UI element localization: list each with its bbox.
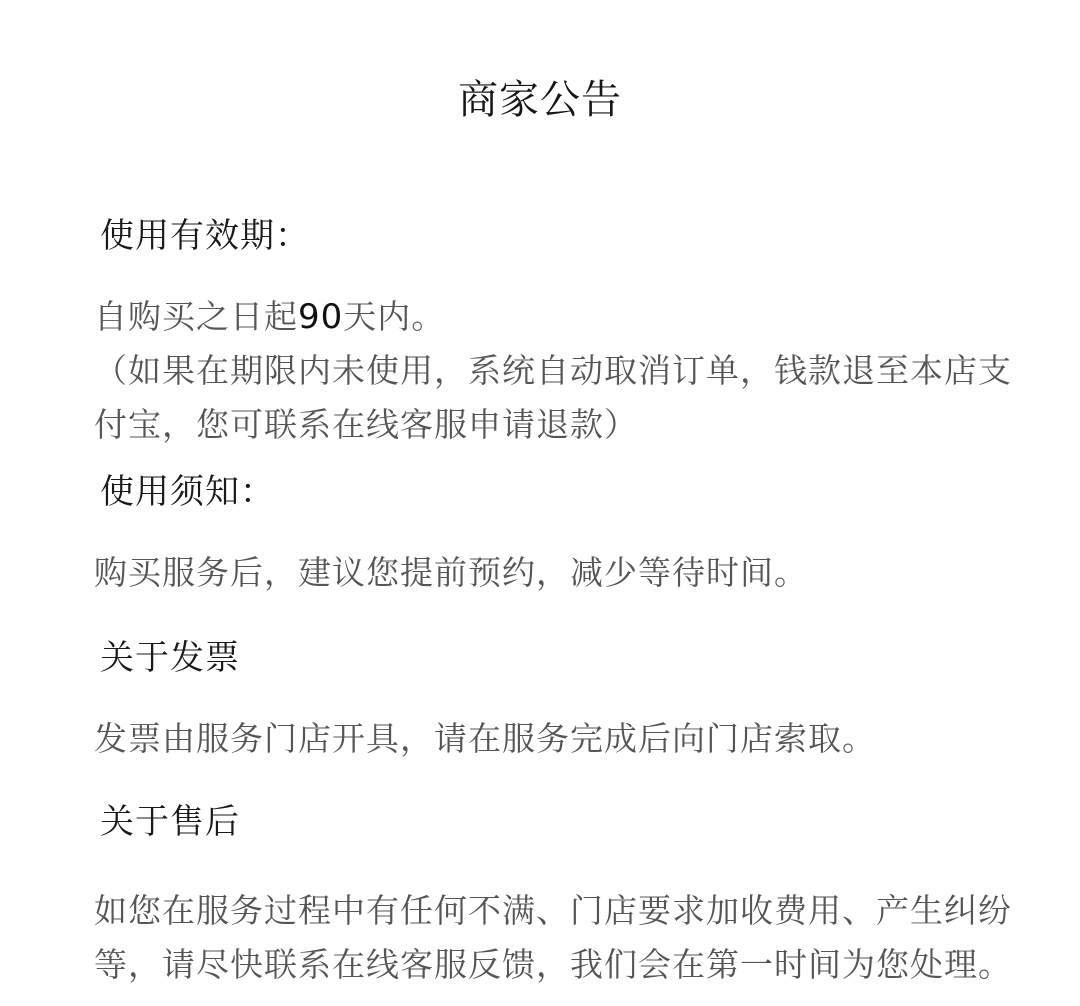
validity-line-1-prefix: 自购买之日起 — [94, 297, 298, 336]
page-title: 商家公告 — [458, 77, 622, 123]
validity-line-1 — [94, 290, 1054, 344]
section-body-invoice — [94, 712, 1054, 766]
section-aftersale — [94, 800, 1054, 992]
section-heading-validity: 使用有效期： — [100, 216, 310, 256]
validity-line-3: 付宝，您可联系在线客服申请退款） — [94, 405, 638, 444]
section-body-validity — [94, 290, 1054, 452]
validity-line-1-suffix: 天内。 — [343, 297, 446, 336]
section-heading-invoice: 关于发票 — [100, 638, 240, 678]
invoice-line-1: 发票由服务门店开具，请在服务完成后向门店索取。 — [94, 719, 876, 758]
notice-line-1: 购买服务后，建议您提前预约，减少等待时间。 — [94, 553, 808, 592]
aftersale-line-1: 如您在服务过程中有任何不满、门店要求加收费用、产生纠纷 — [94, 891, 1012, 930]
section-validity — [94, 214, 1054, 452]
section-body-aftersale — [94, 884, 1054, 992]
section-body-notice — [94, 546, 1054, 600]
section-invoice — [94, 636, 1054, 766]
section-heading-notice: 使用须知： — [100, 472, 275, 512]
validity-days-number: 90 — [298, 297, 344, 337]
section-notice — [94, 470, 1054, 600]
validity-line-2: （如果在期限内未使用，系统自动取消订单，钱款退至本店支 — [94, 351, 1012, 390]
section-heading-aftersale: 关于售后 — [100, 802, 240, 842]
aftersale-line-2: 等，请尽快联系在线客服反馈，我们会在第一时间为您处理。 — [94, 945, 1012, 984]
